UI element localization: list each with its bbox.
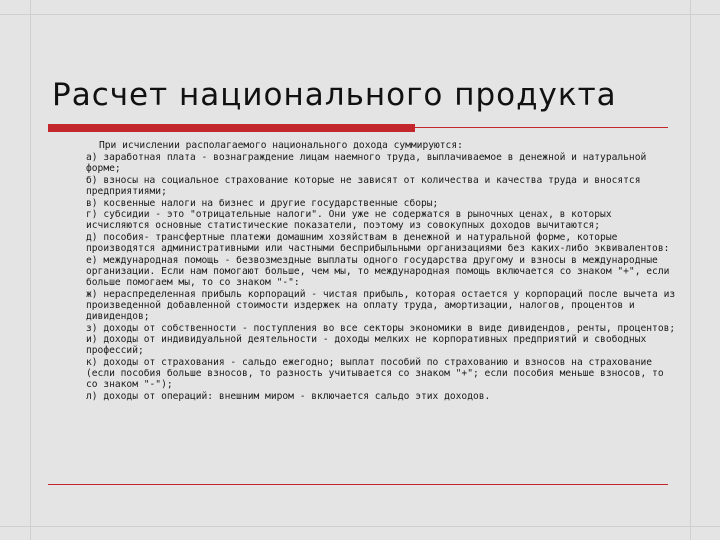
title-underline-thick xyxy=(48,124,415,132)
list-item-k: к) доходы от страхования - сальдо ежегодно; выплат пособий по страхованию и взносов на страхование (если пособия больше взносов, то разность учитывается со знаком "+"; если пособия меньше взносов, то со знаком "-"); xyxy=(86,357,664,391)
list-item-g: г) субсидии - это "отрицательные налоги". Они уже не содержатся в рыночных ценах, в которых исчисляются основные статистические показатели, поэтому из совокупных доходов вычитаются; xyxy=(86,209,612,232)
list-item-a: а) заработная плата - вознаграждение лицам наемного труда, выплачиваемое в денежной и натуральной форме; xyxy=(86,151,647,174)
slide-body xyxy=(86,141,676,404)
list-item-zh: ж) нераспределенная прибыль корпораций - чистая прибыль, которая остается у корпораций после вычета из произведенной добавленной стоимости издержек на оплату труда, амортизации, налогов, процентов и дивидендов; xyxy=(86,288,676,322)
list-item-b: б) взносы на социальное страхование которые не зависят от количества и качества труда и вносятся предприятиями; xyxy=(86,174,641,197)
list-item-l: л) доходы от операций: внешним миром - включается сальдо этих доходов. xyxy=(86,390,491,402)
slide-title: Расчет национального продукта xyxy=(52,77,617,113)
intro-paragraph: При исчислении располагаемого национального дохода суммируются: xyxy=(99,140,463,151)
bottom-divider xyxy=(48,484,668,485)
frame-left-line xyxy=(30,0,31,540)
list-item-v: в) косвенные налоги на бизнес и другие государственные сборы; xyxy=(86,197,439,209)
title-underline-thin xyxy=(415,127,668,128)
list-item-i: и) доходы от индивидуальной деятельности - доходы мелких не корпоративных предприятий и свободных профессий; xyxy=(86,334,647,357)
list-item-z: з) доходы от собственности - поступления во все секторы экономики в виде дивидендов, ренты, процентов; xyxy=(86,322,676,334)
frame-right-line xyxy=(690,0,691,540)
frame-top-line xyxy=(0,14,720,15)
frame-bottom-line xyxy=(0,526,720,527)
list-item-d: д) пособия- трансфертные платежи домашним хозяйствам в денежной и натуральной форме, которые производятся административными или частными бесприбыльными организациями без каких-либо эквивалентов: xyxy=(86,232,670,255)
list-item-e: е) международная помощь - безвозмездные выплаты одного государства другому и взносы в международные организации. Если нам помогают больше, чем мы, то международная помощь включается со знаком "+", если больше помогаем мы, то со знаком "-": xyxy=(86,255,670,288)
